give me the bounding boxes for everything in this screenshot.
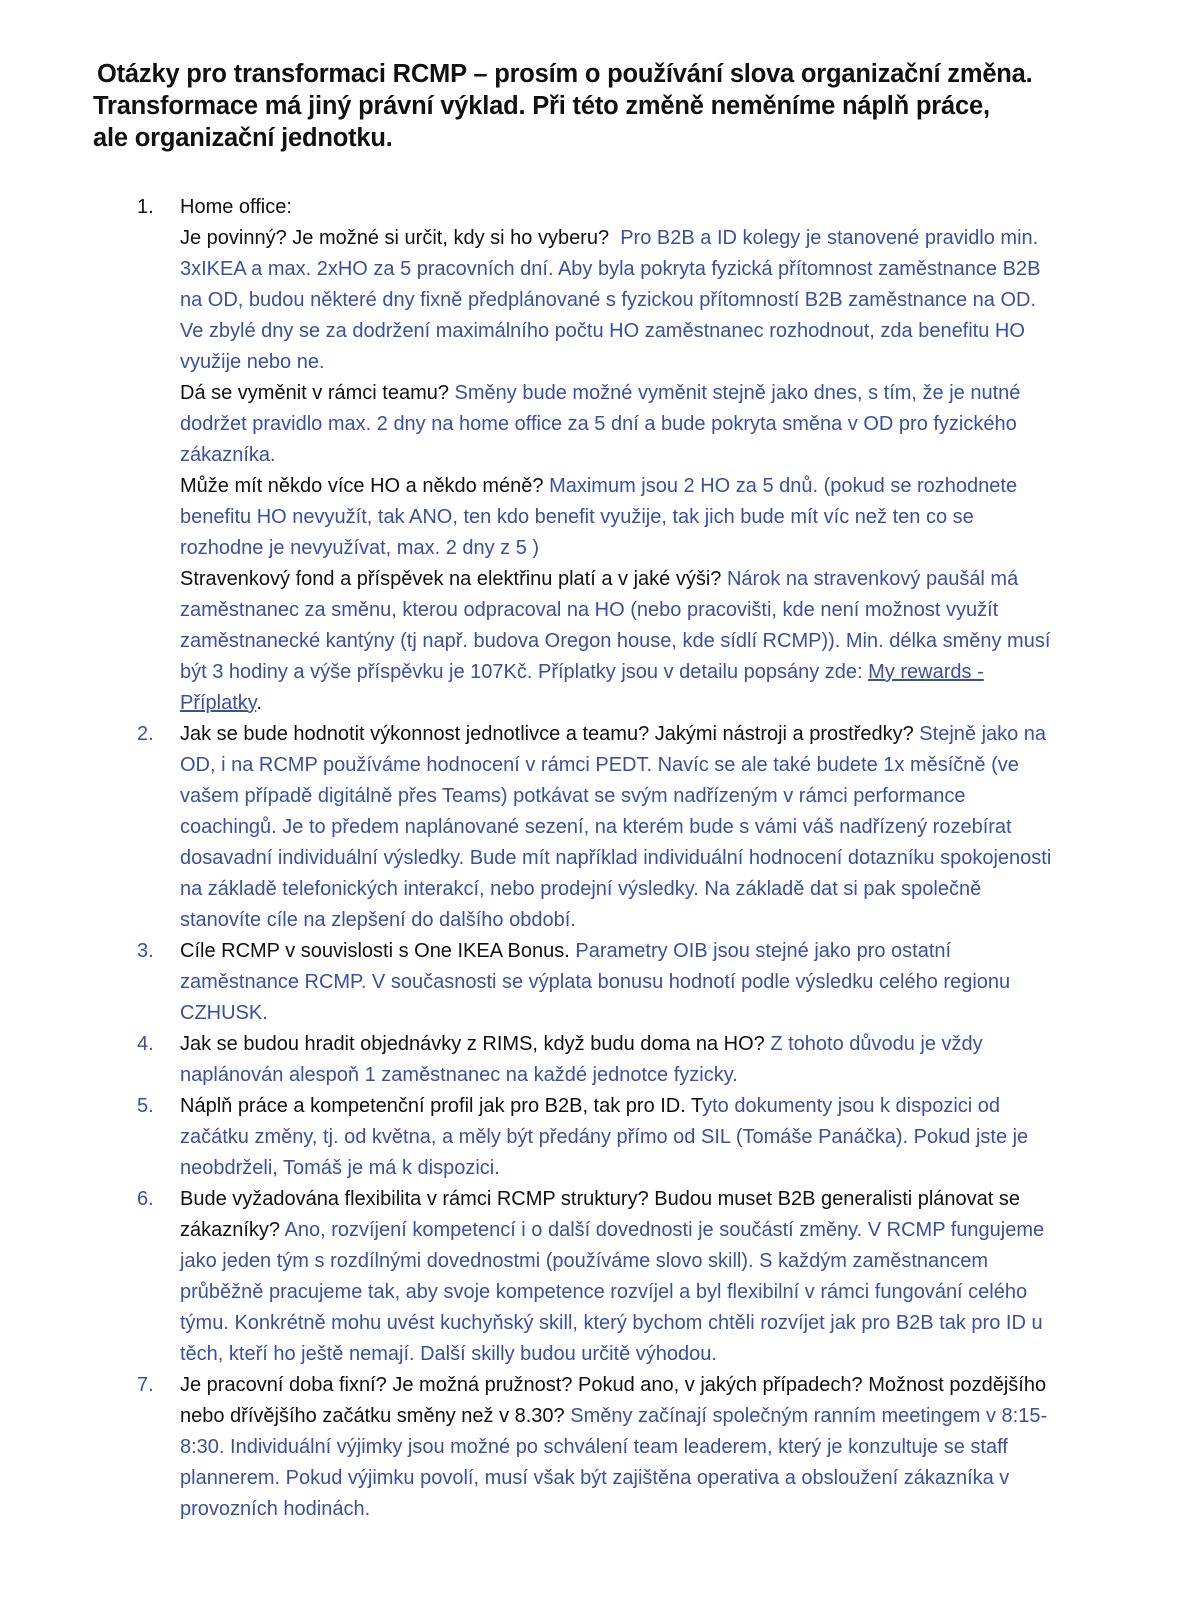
item-number: 7.	[137, 1374, 154, 1396]
answer-text: Směny bude možné vyměnit stejně jako dnes, s tím, že je nutné dodržet pravidlo max. 2 dny na home office za 5 dní a bude pokryta směna v OD pro fyzického zákazníka.	[180, 382, 1021, 466]
item-number: 3.	[137, 940, 154, 962]
item-number: 4.	[137, 1033, 154, 1055]
question-list	[0, 192, 1190, 1525]
document-title	[93, 58, 1153, 154]
item-number: 6.	[137, 1188, 154, 1210]
question-text: Jak se budou hradit objednávky z RIMS, když budu doma na HO?	[180, 1033, 765, 1055]
answer-text: Pro B2B a ID kolegy je stanovené pravidlo min. 3xIKEA a max. 2xHO za 5 pracovních dní. Aby byla pokryta fyzická přítomnost zaměstnance B2B na OD, budou některé dny fixně předplánované s fyzickou přítomností B2B zaměstnance na OD. Ve zbylé dny se za dodržení maximálního počtu HO zaměstnanec rozhodnout, zda benefitu HO využije nebo ne.	[180, 227, 1041, 373]
list-item-rims	[0, 1029, 1060, 1091]
list-item-working-hours	[0, 1370, 1060, 1525]
qa-pair	[180, 223, 1060, 378]
question-text: Je povinný? Je možné si určit, kdy si ho vyberu?	[180, 227, 610, 249]
question-text: Dá se vyměnit v rámci teamu?	[180, 382, 449, 404]
list-item-job-profile	[0, 1091, 1060, 1184]
question-text: Může mít někdo více HO a někdo méně?	[180, 475, 544, 497]
item-heading: Home office:	[180, 196, 292, 218]
list-item-home-office	[0, 192, 1060, 719]
qa-pair	[180, 564, 1060, 719]
question-text: Stravenkový fond a příspěvek na elektřinu platí a v jaké výši?	[180, 568, 722, 590]
title-line-1: Otázky pro transformaci RCMP – prosím o používání slova organizační změna.	[97, 60, 1033, 88]
link-tail: .	[256, 692, 262, 714]
question-text: Cíle RCMP v souvislosti s One IKEA Bonus.	[180, 940, 570, 962]
item-number: 5.	[137, 1095, 154, 1117]
answer-text: Maximum jsou 2 HO za 5 dnů. (pokud se rozhodnete benefitu HO nevyužít, tak ANO, ten kdo benefit využije, tak jich bude mít víc než ten co se rozhodne je nevyužívat, max. 2 dny z 5 )	[180, 475, 1018, 559]
answer-text: Stejně jako na OD, i na RCMP používáme hodnocení v rámci PEDT. Navíc se ale také budete 1x měsíčně (ve vašem případě digitálně přes Teams) potkávat se svým nadřízeným v rámci performance coachingů. Je to předem naplánované sezení, na kterém bude s vámi váš nadřízený rozebírat dosavadní individuální výsledky. Bude mít například individuální hodnocení dotazníku spokojenosti na základě telefonických interakcí, nebo prodejní výsledky. Na základě dat si pak společně stanovíte cíle na zlepšení do dalšího období.	[180, 723, 1052, 931]
qa-pair	[180, 378, 1060, 471]
answer-text: Parametry OIB jsou stejné jako pro ostatní zaměstnance RCMP. V současnosti se výplata bonusu hodnotí podle výsledku celého regionu CZHUSK.	[180, 940, 1011, 1024]
list-item-performance	[0, 719, 1060, 936]
question-text: Jak se bude hodnotit výkonnost jednotlivce a teamu? Jakými nástroji a prostředky?	[180, 723, 914, 745]
my-rewards-link[interactable]: My rewards - Příplatky	[180, 661, 984, 714]
answer-text: Z tohoto důvodu je vždy naplánován alespoň 1 zaměstnanec na každé jednotce fyzicky.	[180, 1033, 983, 1086]
answer-text: yto dokumenty jsou k dispozici od začátku změny, tj. od května, a měly být předány přímo od SIL (Tomáše Panáčka). Pokud jste je neobdrželi, Tomáš je má k dispozici.	[180, 1095, 1029, 1179]
title-line-2: Transformace má jiný právní výklad. Při této změně neměníme náplň práce,	[93, 92, 990, 120]
qa-pair	[180, 471, 1060, 564]
list-item-flexibility	[0, 1184, 1060, 1370]
item-number: 2.	[137, 723, 154, 745]
question-text: Náplň práce a kompetenční profil jak pro B2B, tak pro ID. T	[180, 1095, 703, 1117]
answer-text: Ano, rozvíjení kompetencí i o další dovednosti je součástí změny. V RCMP fungujeme jako jeden tým s rozdílnými dovednostmi (používáme slovo skill). S každým zaměstnancem průběžně pracujeme tak, aby svoje kompetence rozvíjel a byl flexibilní v rámci fungování celého týmu. Konkrétně mohu uvést kuchyňský skill, který bychom chtěli rozvíjet jak pro B2B tak pro ID u těch, kteří ho ještě nemají. Další skilly budou určitě výhodou.	[180, 1219, 1045, 1365]
answer-text: Nárok na stravenkový paušál má zaměstnanec za směnu, kterou odpracoval na HO (nebo pracovišti, kde není možnost využít zaměstnanecké kantýny (tj např. budova Oregon house, kde sídlí RCMP)). Min. délka směny musí být 3 hodiny a výše příspěvku je 107Kč. Příplatky jsou v detailu popsány zde:	[180, 568, 1051, 683]
question-text: Je pracovní doba fixní? Je možná pružnost? Pokud ano, v jakých případech? Možnost pozdějšího nebo dřívějšího začátku směny než v 8.30?	[180, 1374, 1047, 1427]
answer-text: Směny začínají společným ranním meetingem v 8:15-8:30. Individuální výjimky jsou možné po schválení team leaderem, který je konzultuje se staff plannerem. Pokud výjimku povolí, musí však být zajištěna operativa a obsloužení zákazníka v provozních hodinách.	[180, 1405, 1048, 1520]
question-text: Bude vyžadována flexibilita v rámci RCMP struktury? Budou muset B2B generalisti plánovat se zákazníky?	[180, 1188, 1021, 1241]
title-line-3: ale organizační jednotku.	[93, 124, 393, 152]
item-number: 1.	[137, 196, 154, 218]
list-item-bonus	[0, 936, 1060, 1029]
